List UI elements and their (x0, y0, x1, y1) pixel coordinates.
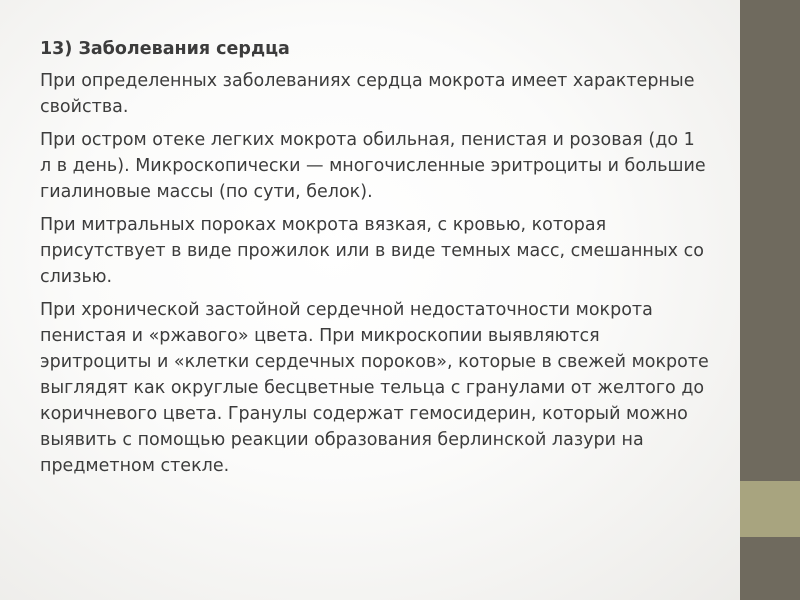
paragraph-heart-failure: При хронической застойной сердечной недостаточности мокрота пенистая и «ржавого» цвета. При микроскопии выявляются эритроциты и «клетки сердечных пороков», которые в свежей мокроте выглядят как округлые бесцветные тельца с гранулами от желтого до коричневого цвета. Гранулы содержат гемосидерин, который можно выявить с помощью реакции образования берлинской лазури на предметном стекле. (40, 300, 709, 476)
slide-heading: 13) Заболевания сердца (40, 39, 290, 59)
slide-content (40, 36, 710, 486)
paragraph-mitral-defects: При митральных пороках мокрота вязкая, с кровью, которая присутствует в виде прожилок или в виде темных масс, смешанных со слизью. (40, 215, 704, 287)
paragraph-intro: При определенных заболеваниях сердца мокрота имеет характерные свойства. (40, 71, 695, 117)
paragraph-pulmonary-edema: При остром отеке легких мокрота обильная, пенистая и розовая (до 1 л в день). Микроскопически — многочисленные эритроциты и большие гиалиновые массы (по сути, белок). (40, 130, 706, 202)
sidebar-accent-block (740, 481, 800, 537)
